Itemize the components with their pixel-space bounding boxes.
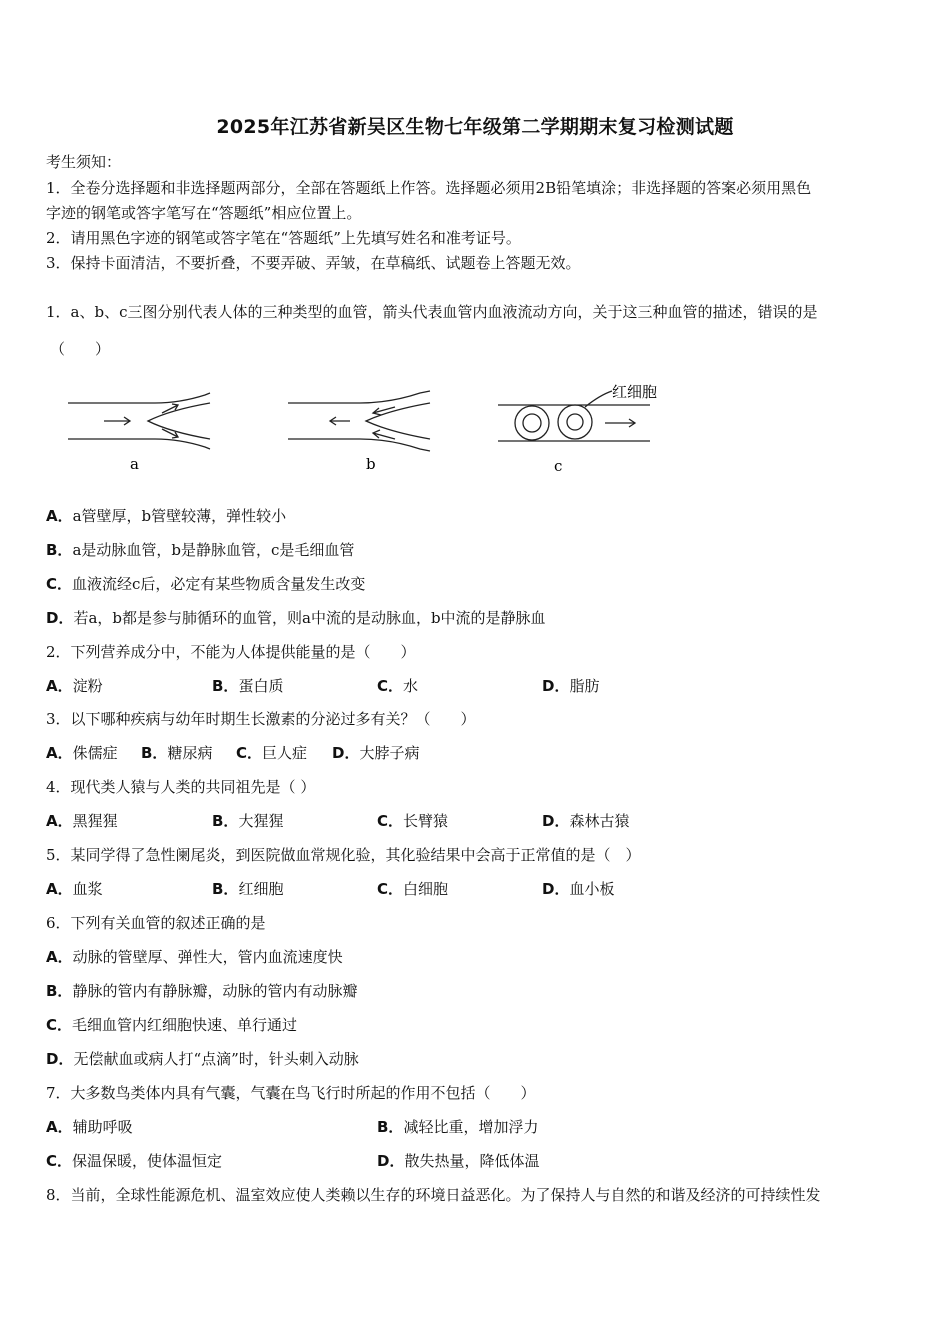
- option-a[interactable]: A．侏儒症: [46, 744, 118, 762]
- option-c[interactable]: C．白细胞: [377, 880, 449, 898]
- figure-label-b: b: [366, 455, 376, 473]
- red-blood-cell-1: [515, 406, 549, 440]
- notice-item: 2．请用黑色字迹的钢笔或答字笔在“答题纸”上先填写姓名和准考证号。: [46, 229, 521, 247]
- option-d[interactable]: D．森林古猿: [542, 812, 630, 830]
- question-2-stem: 2．下列营养成分中，不能为人体提供能量的是（ ）: [46, 643, 416, 661]
- option-c[interactable]: C．保温保暖，使体温恒定: [46, 1152, 223, 1170]
- question-5-stem: 5．某同学得了急性阑尾炎，到医院做血常规化验，其化验结果中会高于正常值的是（ ）: [46, 846, 641, 864]
- option-d[interactable]: D．大脖子病: [332, 744, 420, 762]
- option-b[interactable]: B．a是动脉血管，b是静脉血管，c是毛细血管: [46, 541, 355, 559]
- question-7-stem: 7．大多数鸟类体内具有气囊，气囊在鸟飞行时所起的作用不包括（ ）: [46, 1084, 536, 1102]
- figure-label-a: a: [130, 455, 139, 473]
- option-b[interactable]: B．静脉的管内有静脉瓣，动脉的管内有动脉瓣: [46, 982, 358, 1000]
- figure-label-c: c: [554, 457, 563, 475]
- notice-item: 字迹的钢笔或答字笔写在“答题纸”相应位置上。: [46, 204, 362, 222]
- option-a[interactable]: A．辅助呼吸: [46, 1118, 133, 1136]
- option-a[interactable]: A．a管壁厚，b管壁较薄，弹性较小: [46, 507, 287, 525]
- option-c[interactable]: C．长臂猿: [377, 812, 449, 830]
- option-d[interactable]: D．脂肪: [542, 677, 600, 695]
- red-blood-cell-2: [558, 405, 592, 439]
- vessel-a-diagram: [68, 393, 210, 449]
- question-4-stem: 4．现代类人猿与人类的共同祖先是（ ）: [46, 778, 316, 796]
- notice-heading: 考生须知：: [46, 153, 122, 171]
- option-b[interactable]: B．减轻比重，增加浮力: [377, 1118, 539, 1136]
- option-c[interactable]: C．巨人症: [236, 744, 308, 762]
- option-a[interactable]: A．动脉的管壁厚、弹性大，管内血流速度快: [46, 948, 343, 966]
- notice-item: 1．全卷分选择题和非选择题两部分，全部在答题纸上作答。选择题必须用2B铅笔填涂；非选择题的答案必须用黑色: [46, 179, 812, 197]
- vessel-b-diagram: [288, 391, 430, 451]
- option-a[interactable]: A．黑猩猩: [46, 812, 118, 830]
- option-b[interactable]: B．红细胞: [212, 880, 284, 898]
- page-title: 2025年江苏省新吴区生物七年级第二学期期末复习检测试题: [216, 116, 734, 138]
- question-1-stem: 1．a、b、c三图分别代表人体的三种类型的血管，箭头代表血管内血液流动方向，关于这三种血管的描述，错误的是: [46, 303, 818, 321]
- notice-item: 3．保持卡面清洁，不要折叠，不要弄破、弄皱，在草稿纸、试题卷上答题无效。: [46, 254, 581, 272]
- option-b[interactable]: B．蛋白质: [212, 677, 284, 695]
- question-1-paren: （ ）: [50, 340, 111, 358]
- option-b[interactable]: B．糖尿病: [141, 744, 213, 762]
- question-3-stem: 3．以下哪种疾病与幼年时期生长激素的分泌过多有关？（ ）: [46, 710, 476, 728]
- option-a[interactable]: A．淀粉: [46, 677, 103, 695]
- question-8-stem: 8．当前，全球性能源危机、温室效应使人类赖以生存的环境日益恶化。为了保持人与自然的和谐及经济的可持续性发: [46, 1186, 821, 1204]
- option-c[interactable]: C．毛细血管内红细胞快速、单行通过: [46, 1016, 298, 1034]
- option-d[interactable]: D．若a，b都是参与肺循环的血管，则a中流的是动脉血，b中流的是静脉血: [46, 609, 546, 627]
- blood-vessel-figure: [60, 375, 680, 475]
- question-6-stem: 6．下列有关血管的叙述正确的是: [46, 914, 266, 932]
- rbc-label: 红细胞: [612, 383, 658, 401]
- option-c[interactable]: C．水: [377, 677, 419, 695]
- option-d[interactable]: D．无偿献血或病人打“点滴”时，针头刺入动脉: [46, 1050, 359, 1068]
- option-d[interactable]: D．血小板: [542, 880, 615, 898]
- option-a[interactable]: A．血浆: [46, 880, 103, 898]
- option-b[interactable]: B．大猩猩: [212, 812, 284, 830]
- option-c[interactable]: C．血液流经c后，必定有某些物质含量发生改变: [46, 575, 366, 593]
- option-d[interactable]: D．散失热量，降低体温: [377, 1152, 540, 1170]
